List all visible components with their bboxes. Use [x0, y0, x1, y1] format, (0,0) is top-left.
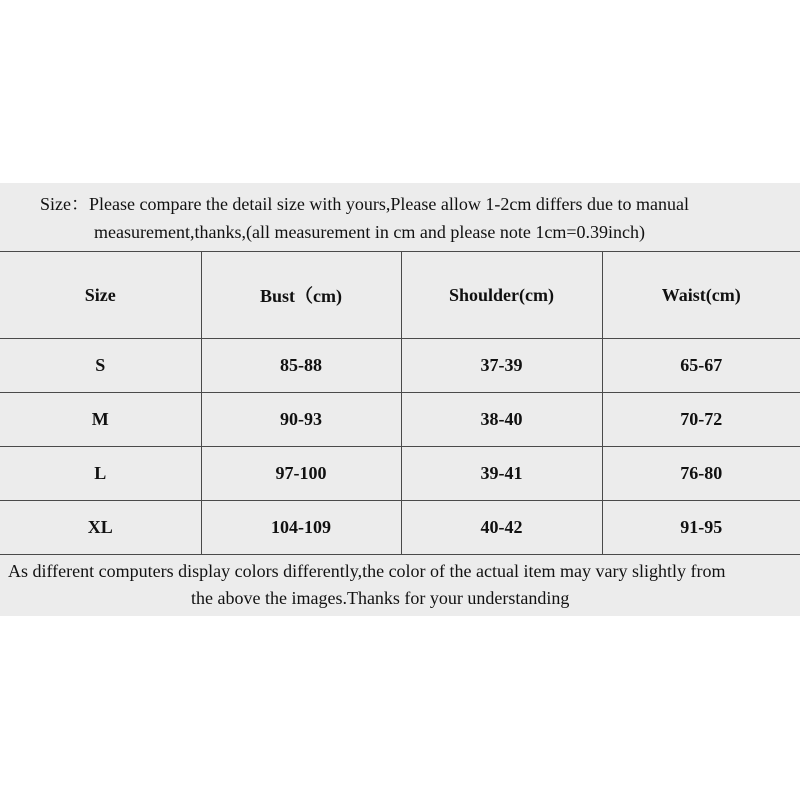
waist-cell: 70-72	[602, 393, 800, 447]
footer-note-line-2: the above the images.Thanks for your understanding	[191, 588, 570, 608]
footer-note-line-1: As different computers display colors differently,the color of the actual item may vary slightly from	[8, 561, 726, 581]
size-chart	[0, 183, 800, 616]
shoulder-cell: 39-41	[401, 447, 602, 501]
shoulder-cell: 38-40	[401, 393, 602, 447]
header-note-line-1: Size：Please compare the detail size with yours,Please allow 1-2cm differs due to manual	[40, 194, 689, 214]
table-row	[0, 339, 800, 393]
size-cell: XL	[0, 501, 201, 555]
table-row	[0, 501, 800, 555]
size-cell: L	[0, 447, 201, 501]
column-header-shoulder: Shoulder(cm)	[401, 252, 602, 339]
waist-cell: 91-95	[602, 501, 800, 555]
header-note-line-2: measurement,thanks,(all measurement in cm and please note 1cm=0.39inch)	[94, 222, 645, 242]
bust-cell: 97-100	[201, 447, 401, 501]
waist-cell: 65-67	[602, 339, 800, 393]
column-header-size: Size	[0, 252, 201, 339]
table-row	[0, 393, 800, 447]
column-header-waist: Waist(cm)	[602, 252, 800, 339]
bust-cell: 104-109	[201, 501, 401, 555]
shoulder-cell: 40-42	[401, 501, 602, 555]
shoulder-cell: 37-39	[401, 339, 602, 393]
bust-cell: 85-88	[201, 339, 401, 393]
bust-cell: 90-93	[201, 393, 401, 447]
size-table	[0, 251, 800, 555]
column-header-bust: Bust（cm)	[201, 252, 401, 339]
size-cell: S	[0, 339, 201, 393]
header-note	[0, 183, 800, 251]
footer-note	[0, 554, 800, 616]
waist-cell: 76-80	[602, 447, 800, 501]
size-cell: M	[0, 393, 201, 447]
table-row	[0, 447, 800, 501]
table-header-row	[0, 252, 800, 339]
